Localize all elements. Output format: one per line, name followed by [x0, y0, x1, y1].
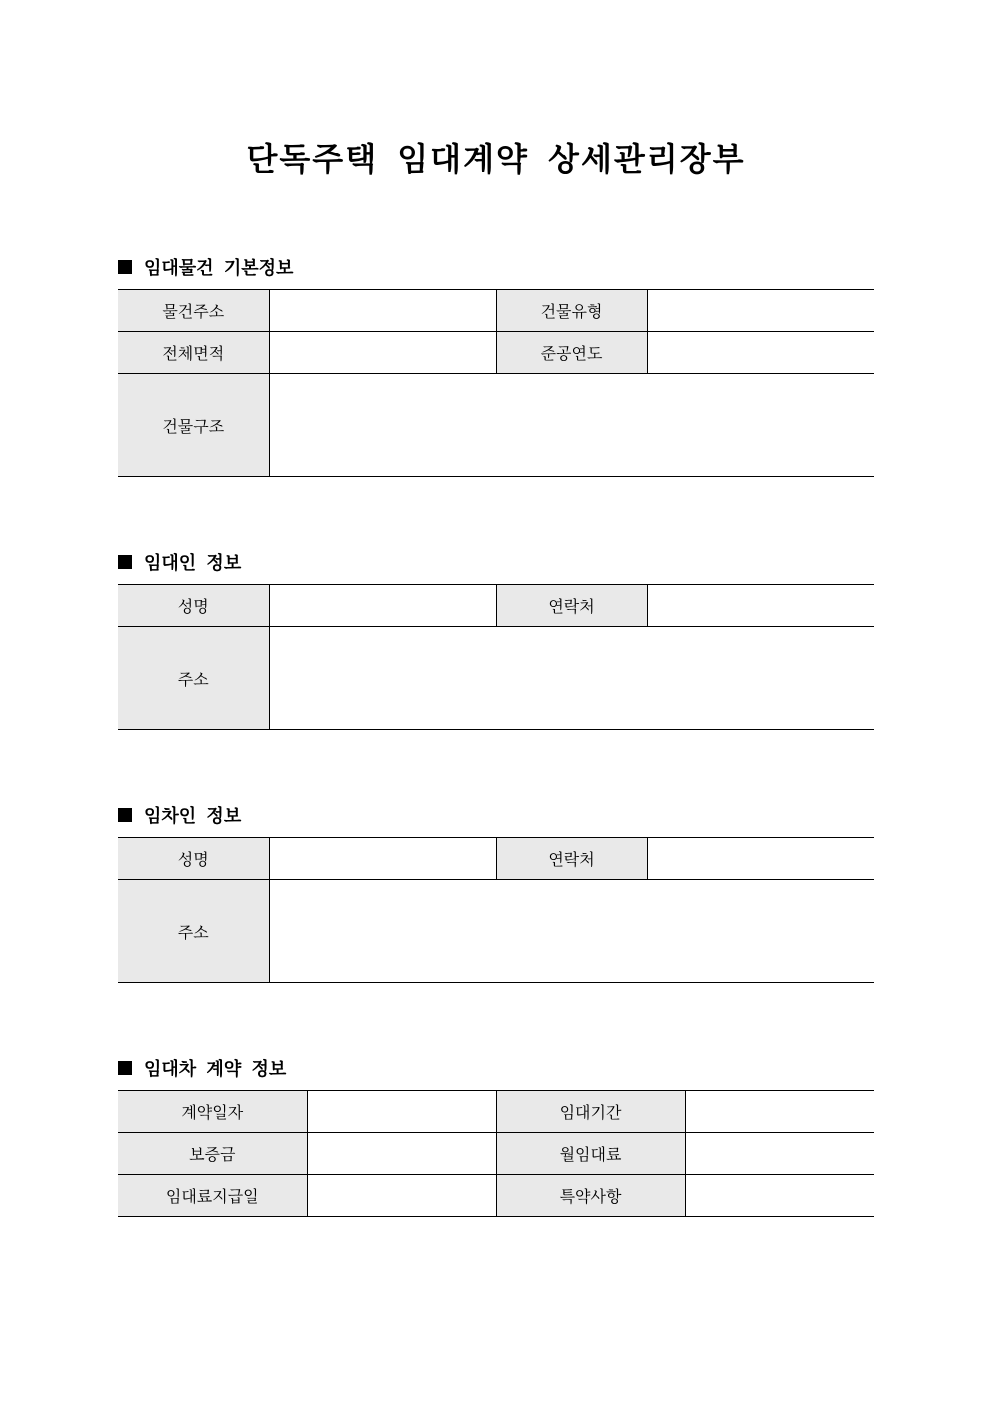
section-heading-text: 임대차 계약 정보: [144, 1059, 287, 1080]
label-building-type: 건물유형: [496, 290, 647, 332]
property-address-field[interactable]: [269, 290, 496, 332]
property-table: [118, 289, 874, 477]
building-structure-field[interactable]: [269, 374, 874, 477]
label-landlord-address: 주소: [118, 627, 269, 730]
label-tenant-name: 성명: [118, 838, 269, 880]
label-monthly-rent: 월임대료: [496, 1133, 685, 1175]
landlord-address-field[interactable]: [269, 627, 874, 730]
table-row: [118, 627, 874, 730]
label-tenant-contact: 연락처: [496, 838, 647, 880]
deposit-field[interactable]: [307, 1133, 496, 1175]
label-landlord-name: 성명: [118, 585, 269, 627]
section-heading-landlord: [118, 549, 241, 575]
section-heading-property: [118, 254, 293, 280]
label-lease-period: 임대기간: [496, 1091, 685, 1133]
label-landlord-contact: 연락처: [496, 585, 647, 627]
contract-table: [118, 1090, 874, 1217]
special-terms-field[interactable]: [685, 1175, 874, 1217]
landlord-name-field[interactable]: [269, 585, 496, 627]
completion-year-field[interactable]: [647, 332, 874, 374]
label-special-terms: 특약사항: [496, 1175, 685, 1217]
total-area-field[interactable]: [269, 332, 496, 374]
label-property-address: 물건주소: [118, 290, 269, 332]
section-heading-contract: [118, 1055, 286, 1081]
building-type-field[interactable]: [647, 290, 874, 332]
label-building-structure: 건물구조: [118, 374, 269, 477]
table-row: [118, 374, 874, 477]
tenant-table: [118, 837, 874, 983]
table-row: [118, 332, 874, 374]
section-heading-tenant: [118, 802, 241, 828]
section-heading-text: 임대물건 기본정보: [144, 258, 294, 279]
tenant-address-field[interactable]: [269, 880, 874, 983]
square-bullet-icon: [118, 808, 132, 822]
table-row: [118, 290, 874, 332]
label-tenant-address: 주소: [118, 880, 269, 983]
section-heading-text: 임대인 정보: [144, 553, 242, 574]
square-bullet-icon: [118, 260, 132, 274]
contract-date-field[interactable]: [307, 1091, 496, 1133]
table-row: [118, 838, 874, 880]
label-completion-year: 준공연도: [496, 332, 647, 374]
monthly-rent-field[interactable]: [685, 1133, 874, 1175]
square-bullet-icon: [118, 555, 132, 569]
square-bullet-icon: [118, 1061, 132, 1075]
tenant-name-field[interactable]: [269, 838, 496, 880]
table-row: [118, 585, 874, 627]
section-heading-text: 임차인 정보: [144, 806, 242, 827]
table-row: [118, 880, 874, 983]
payment-day-field[interactable]: [307, 1175, 496, 1217]
landlord-table: [118, 584, 874, 730]
page-title: 단독주택 임대계약 상세관리장부: [246, 140, 746, 178]
label-contract-date: 계약일자: [118, 1091, 307, 1133]
tenant-contact-field[interactable]: [647, 838, 874, 880]
table-row: [118, 1091, 874, 1133]
landlord-contact-field[interactable]: [647, 585, 874, 627]
lease-period-field[interactable]: [685, 1091, 874, 1133]
label-total-area: 전체면적: [118, 332, 269, 374]
label-payment-day: 임대료지급일: [118, 1175, 307, 1217]
table-row: [118, 1133, 874, 1175]
table-row: [118, 1175, 874, 1217]
label-deposit: 보증금: [118, 1133, 307, 1175]
